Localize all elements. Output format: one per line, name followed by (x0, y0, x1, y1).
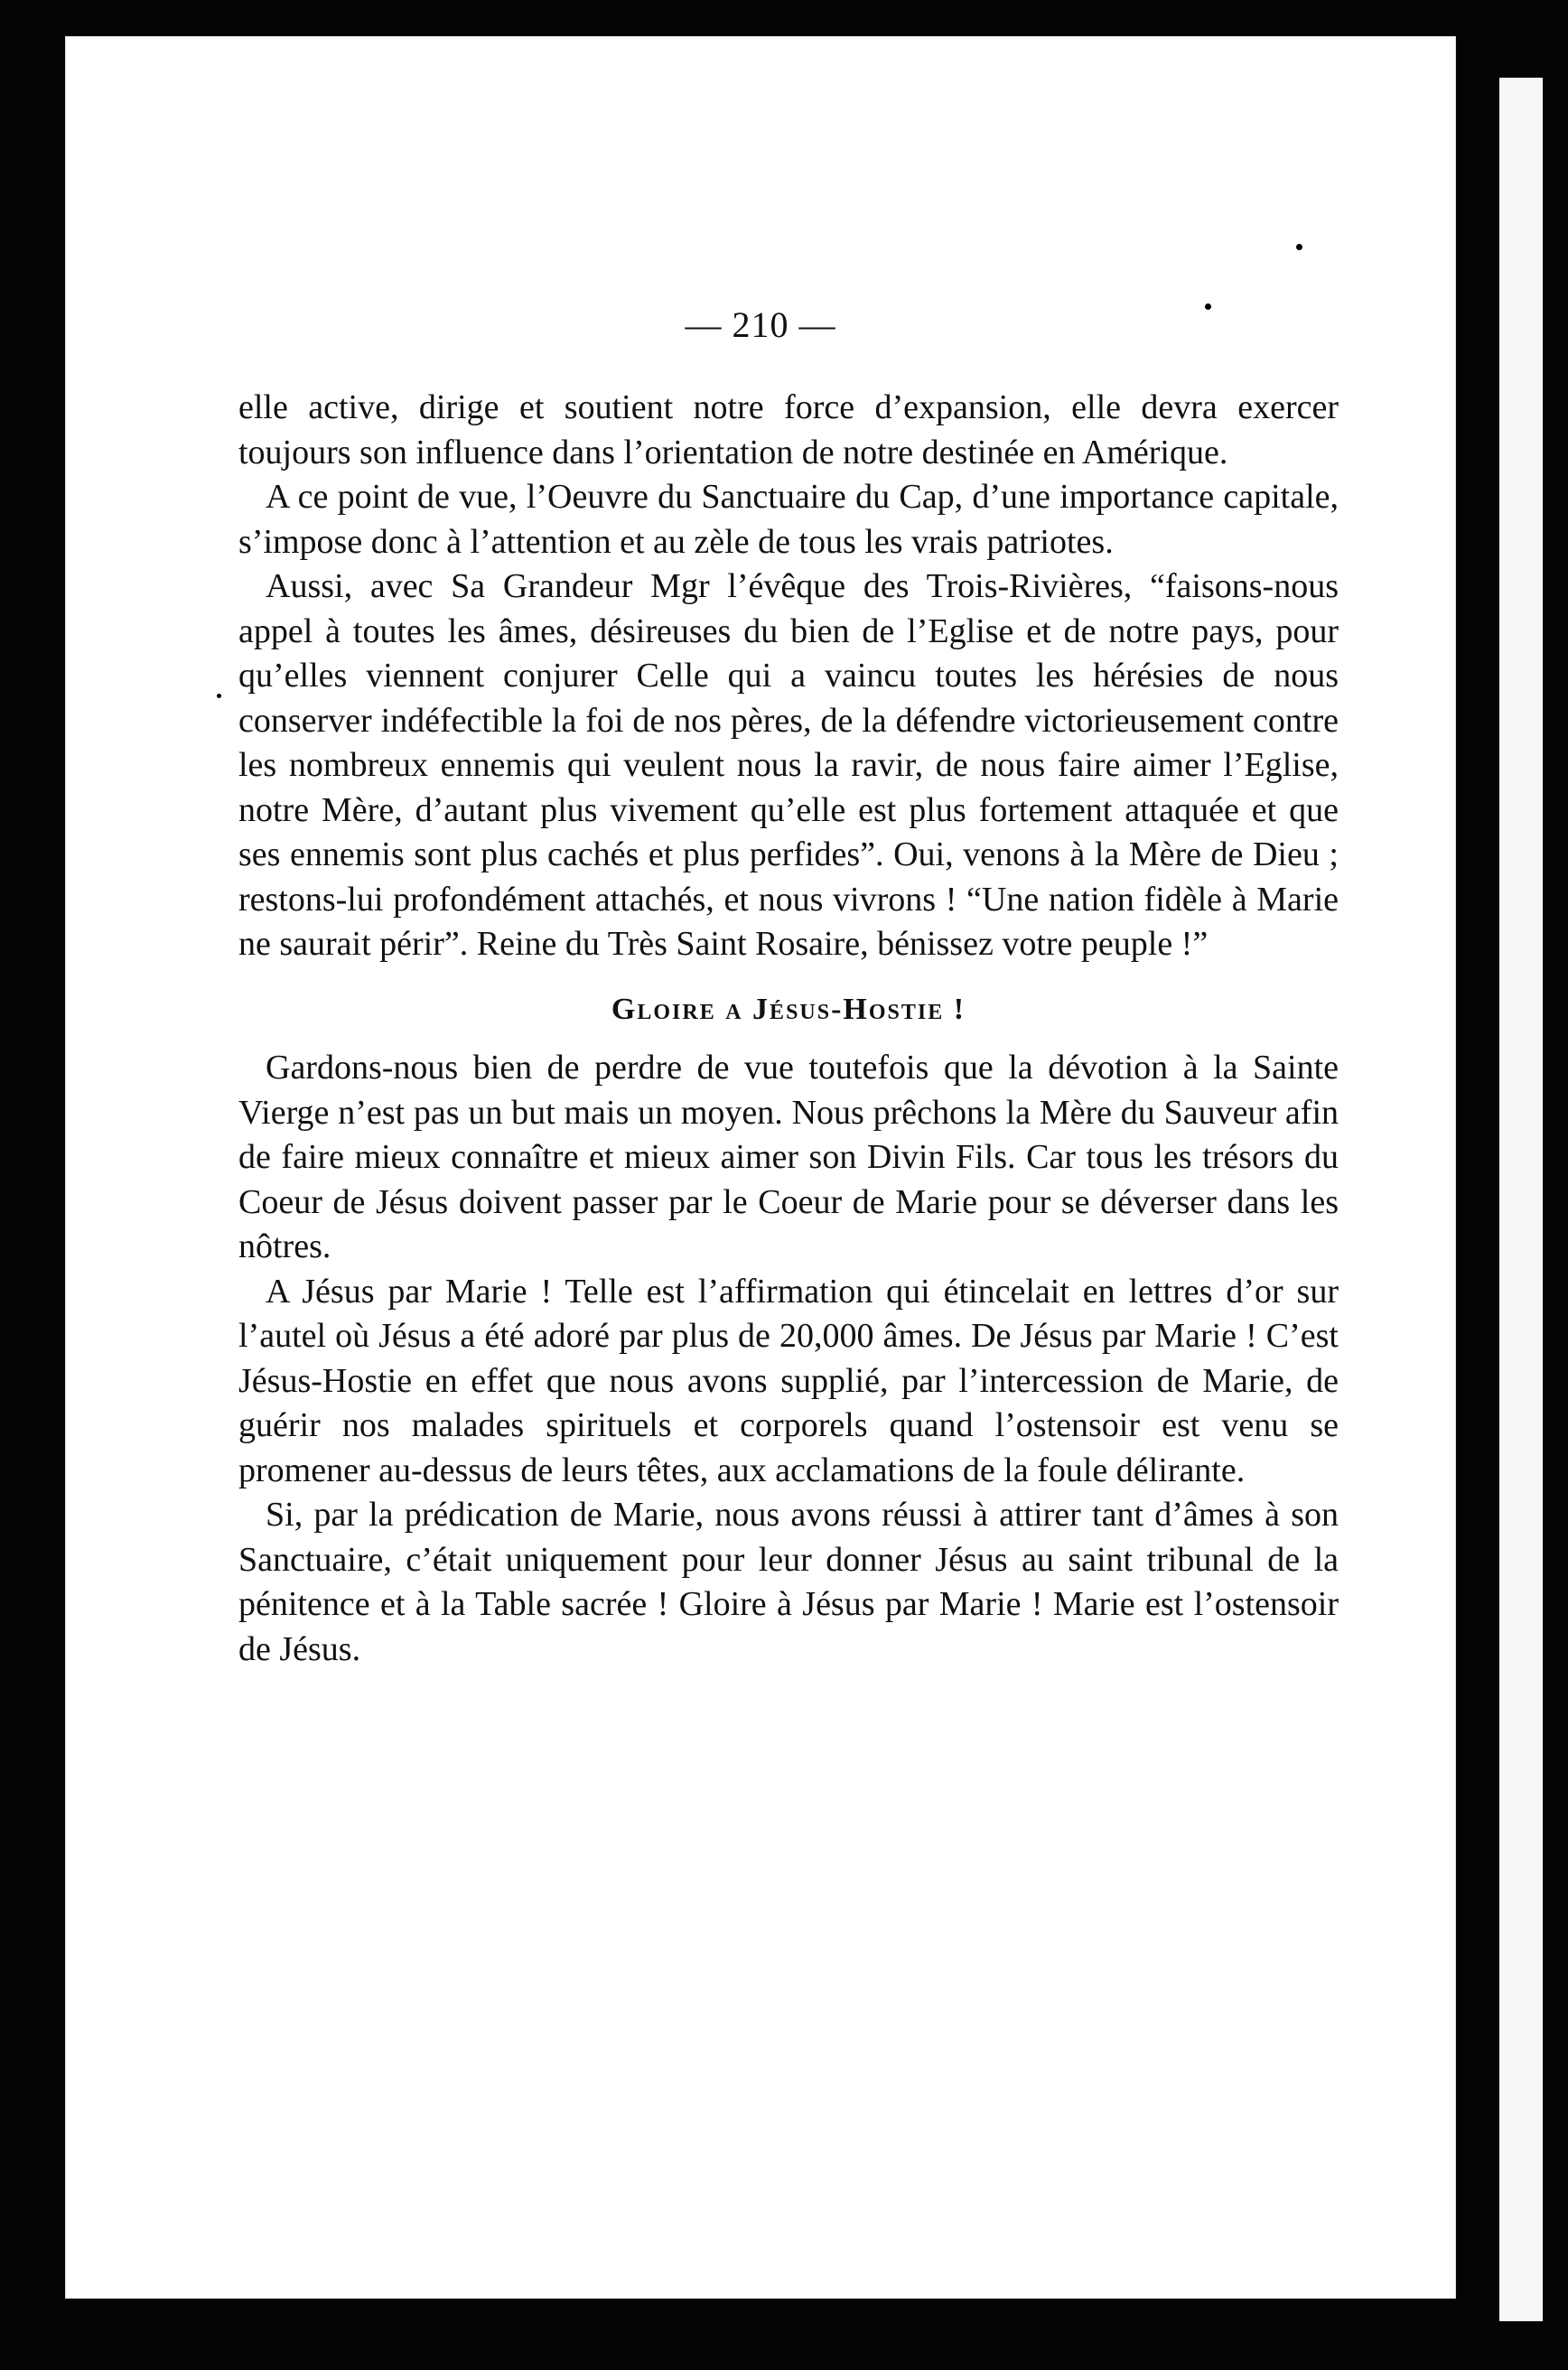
paragraph: Gardons-nous bien de perdre de vue toutefois que la dévotion à la Sainte Vierge n’est pas un but mais un moyen. Nous prêchons la Mère du Sauveur afin de faire mieux connaître et mieux aimer son Divin Fils. Car tous les trésors du Coeur de Jésus doivent passer par le Coeur de Marie pour se déverser dans les nôtres. (238, 1049, 1339, 1265)
book-page (65, 36, 1456, 2299)
paragraph: elle active, dirige et soutient notre force d’expansion, elle devra exercer toujours son influence dans l’orientation de notre destinée en Amérique. (238, 388, 1339, 471)
adjacent-page-edge (1499, 78, 1543, 2321)
paragraph: A Jésus par Marie ! Telle est l’affirmation qui étincelait en lettres d’or sur l’autel où Jésus a été adoré par plus de 20,000 âmes. De Jésus par Marie ! C’est Jésus-Hostie en effet que nous avons supplié, par l’intercession de Marie, de guérir nos malades spirituels et corporels quand l’ostensoir est venu se promener au-dessus de leurs têtes, aux acclamations de la foule délirante. (238, 1272, 1339, 1489)
paragraph: A ce point de vue, l’Oeuvre du Sanctuaire du Cap, d’une importance capitale, s’impose donc à l’attention et au zèle de tous les vrais patriotes. (238, 478, 1339, 561)
paragraph: Aussi, avec Sa Grandeur Mgr l’évêque des Trois-Rivières, “faisons-nous appel à toutes les âmes, désireuses du bien de l’Eglise et de notre pays, pour qu’elles viennent conjurer Celle qui a vaincu toutes les hérésies de nous conserver indéfectible la foi de nos pères, de la défendre victorieusement contre les nombreux ennemis qui veulent nous la ravir, de nous faire aimer l’Eglise, notre Mère, d’autant plus vivement qu’elle est plus fortement attaquée et que ses ennemis sont plus cachés et plus perfides”. Oui, venons à la Mère de Dieu ; restons-lui profondément attachés, et nous vivrons ! “Une nation fidèle à Marie ne saurait périr”. Reine du Très Saint Rosaire, bénissez votre peuple !” (238, 567, 1339, 963)
print-speck (1296, 244, 1302, 250)
section-heading: Gloire a Jésus-Hostie ! (611, 992, 966, 1026)
paragraph: Si, par la prédication de Marie, nous avons réussi à attirer tant d’âmes à son Sanctuaire, c’était uniquement pour leur donner Jésus au saint tribunal de la pénitence et à la Table sacrée ! Gloire à Jésus par Marie ! Marie est l’ostensoir de Jésus. (238, 1496, 1339, 1668)
page-number: — 210 — (685, 304, 836, 345)
print-speck (1205, 303, 1211, 310)
print-speck (217, 694, 221, 698)
page-text (238, 386, 1339, 1672)
